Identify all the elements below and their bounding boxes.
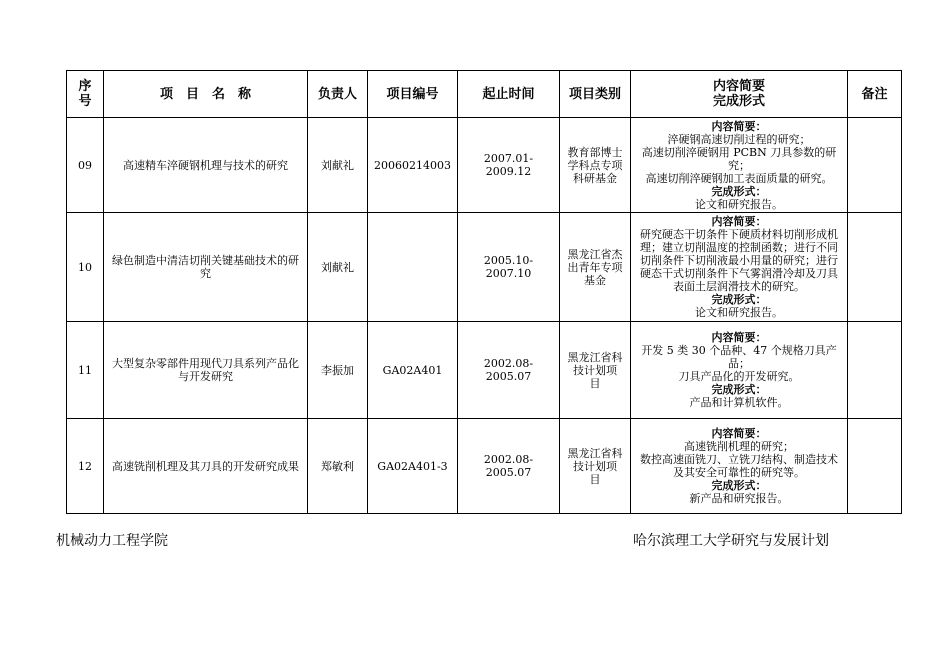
form-label: 完成形式： bbox=[711, 479, 767, 492]
cell-code: GA02A401 bbox=[368, 322, 458, 419]
cell-content bbox=[631, 118, 848, 213]
footer-school: 机械动力工程学院 bbox=[56, 533, 168, 549]
cell-content bbox=[631, 213, 848, 322]
cell-code: 20060214003 bbox=[368, 118, 458, 213]
header-code: 项目编号 bbox=[368, 71, 458, 118]
table-row bbox=[67, 322, 902, 419]
cell-name: 大型复杂零部件用现代刀具系列产品化与开发研究 bbox=[104, 322, 308, 419]
cell-content bbox=[631, 322, 848, 419]
cell-name: 高速精车淬硬钢机理与技术的研究 bbox=[104, 118, 308, 213]
form-label: 完成形式： bbox=[711, 293, 767, 306]
cell-leader: 刘献礼 bbox=[308, 213, 368, 322]
cell-leader: 刘献礼 bbox=[308, 118, 368, 213]
form-label: 完成形式： bbox=[711, 383, 767, 396]
content-label: 内容简要： bbox=[711, 215, 767, 228]
cell-category: 黑龙江省科技计划项 目 bbox=[560, 419, 631, 514]
content-line: 开发 5 类 30 个品种、47 个规格刀具产品； bbox=[641, 344, 837, 370]
content-line: 研究硬态干切条件下硬质材料切削形成机理；建立切削温度的控制函数；进行不同切削条件下切削液最小用量的研究；进行硬态干式切削条件下气雾润滑冷却及刀具表面土层润滑技术的研究。 bbox=[640, 228, 838, 293]
content-line: 数控高速面铣刀、立铣刀结构、制造技术及其安全可靠性的研究等。 bbox=[640, 453, 838, 479]
cell-no: 10 bbox=[67, 213, 104, 322]
header-remark: 备注 bbox=[848, 71, 902, 118]
table-header-row bbox=[67, 71, 902, 118]
cell-name: 高速铣削机理及其刀具的开发研究成果 bbox=[104, 419, 308, 514]
cell-remark bbox=[848, 213, 902, 322]
content-line: 淬硬钢高速切削过程的研究； bbox=[667, 132, 811, 146]
cell-remark bbox=[848, 322, 902, 419]
project-table bbox=[66, 70, 902, 514]
form-text: 新产品和研究报告。 bbox=[689, 492, 789, 505]
cell-remark bbox=[848, 419, 902, 514]
cell-period: 2002.08-2005.07 bbox=[458, 322, 560, 419]
cell-no: 12 bbox=[67, 419, 104, 514]
cell-no: 09 bbox=[67, 118, 104, 213]
footer-plan-title: 哈尔滨理工大学研究与发展计划 bbox=[633, 533, 829, 549]
header-name: 项 目 名 称 bbox=[104, 71, 308, 118]
cell-leader: 郑敏利 bbox=[308, 419, 368, 514]
table-row bbox=[67, 118, 902, 213]
cell-category: 教育部博士学科点专项科研基金 bbox=[560, 118, 631, 213]
header-period: 起止时间 bbox=[458, 71, 560, 118]
cell-category: 黑龙江省杰出青年专项基金 bbox=[560, 213, 631, 322]
content-label: 内容简要： bbox=[711, 331, 767, 344]
cell-period: 2005.10-2007.10 bbox=[458, 213, 560, 322]
cell-code: GA02A401-3 bbox=[368, 419, 458, 514]
cell-content bbox=[631, 419, 848, 514]
cell-no: 11 bbox=[67, 322, 104, 419]
table-row bbox=[67, 419, 902, 514]
form-text: 产品和计算机软件。 bbox=[689, 396, 789, 409]
content-line: 高速切削淬硬钢用 PCBN 刀具参数的研究； bbox=[641, 145, 837, 172]
cell-category: 黑龙江省科技计划项 目 bbox=[560, 322, 631, 419]
content-label: 内容简要： bbox=[711, 427, 767, 440]
content-line: 高速铣削机理的研究； bbox=[684, 440, 794, 453]
cell-remark bbox=[848, 118, 902, 213]
form-text: 论文和研究报告。 bbox=[695, 306, 783, 319]
content-line: 刀具产品化的开发研究。 bbox=[678, 370, 800, 383]
table-row bbox=[67, 213, 902, 322]
header-leader: 负责人 bbox=[308, 71, 368, 118]
content-line: 高速切削淬硬钢加工表面质量的研究。 bbox=[645, 171, 833, 185]
cell-leader: 李振加 bbox=[308, 322, 368, 419]
header-content: 内容简要 完成形式 bbox=[631, 71, 848, 118]
form-text: 论文和研究报告。 bbox=[695, 197, 783, 211]
header-category: 项目类别 bbox=[560, 71, 631, 118]
cell-period: 2007.01-2009.12 bbox=[458, 118, 560, 213]
cell-name: 绿色制造中清洁切削关键基础技术的研究 bbox=[104, 213, 308, 322]
content-label: 内容简要： bbox=[711, 119, 767, 133]
form-label: 完成形式： bbox=[711, 184, 767, 198]
cell-period: 2002.08-2005.07 bbox=[458, 419, 560, 514]
cell-code bbox=[368, 213, 458, 322]
header-no: 序号 bbox=[67, 71, 104, 118]
